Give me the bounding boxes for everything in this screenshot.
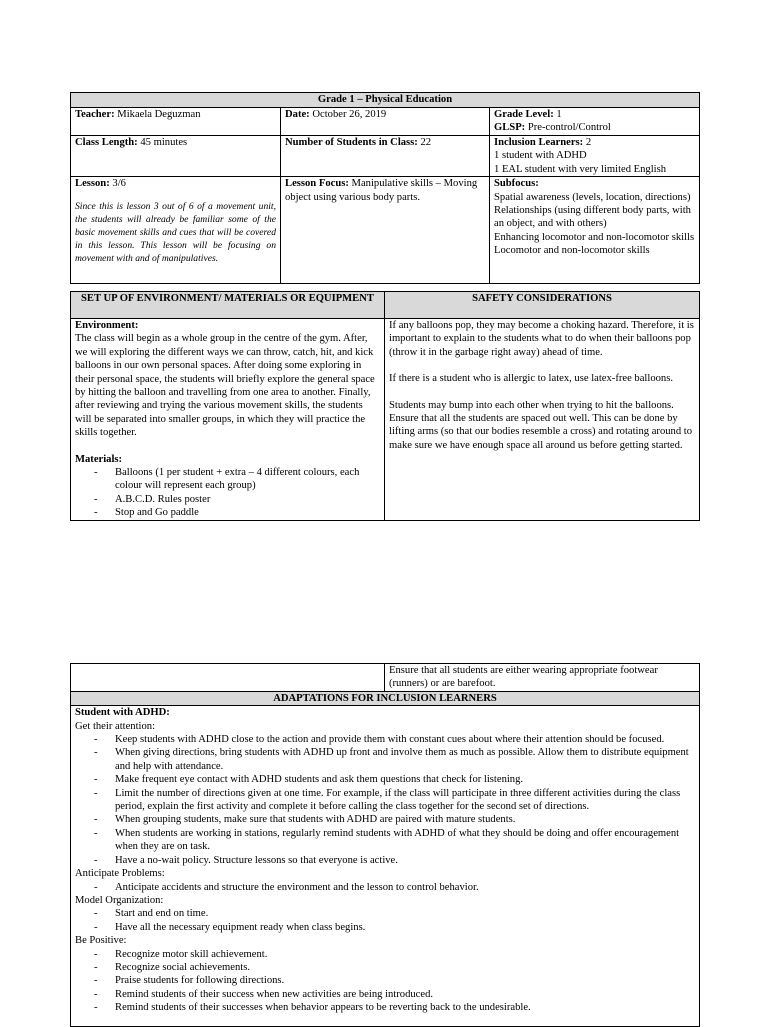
list-item: - Recognize motor skill achievement. (75, 948, 695, 961)
students-cell (281, 136, 490, 177)
lesson-cell (71, 177, 281, 284)
grade-label: Grade Level: (494, 109, 554, 120)
document-title: Grade 1 – Physical Education (71, 93, 700, 108)
anticipate-list (75, 881, 695, 894)
grade-value: 1 (556, 109, 562, 120)
list-item: - A.B.C.D. Rules poster (75, 493, 380, 506)
list-item: - Balloons (1 per student + extra – 4 different colours, each colour will represent each group) (75, 466, 380, 493)
inclusion-value: 2 (585, 137, 592, 148)
subfocus-item: Enhancing locomotor and non-locomotor skills (494, 231, 695, 243)
list-item: - When giving directions, bring students with ADHD up front and involve them as much as possible. Allow them to distribute equipment and help with attendance. (75, 746, 695, 773)
materials-label: Materials: (75, 453, 123, 465)
positive-label: Be Positive: (75, 935, 127, 947)
model-label: Model Organization: (75, 894, 164, 906)
model-list (75, 907, 695, 934)
list-item: - When grouping students, make sure that students with ADHD are paired with mature students. (75, 813, 695, 826)
inclusion-label: Inclusion Learners: (494, 137, 584, 148)
adaptations-table (70, 663, 700, 1027)
teacher-label: Teacher: (75, 109, 115, 120)
focus-value: Manipulative skills – Moving object using various body parts. (285, 178, 478, 203)
safety-paragraph: If there is a student who is allergic to latex, use latex-free balloons. (389, 373, 673, 385)
list-item: - Remind students of their successes when behavior appears to be reverting back to the undesirable. (75, 1001, 695, 1014)
class-length-label: Class Length: (75, 137, 138, 148)
environment-label: Environment: (75, 320, 139, 331)
safety-paragraph: Students may bump into each other when trying to hit the balloons. Ensure that all the students are spaced out well. This can be done by lifting arms (so that our bodies resemble a cross) and rotating around to make sure we have enough space all around us before getting started. (389, 399, 693, 451)
lesson-note: Since this is lesson 3 out of 6 of a movement unit, the students will already be familiar some of the basic movement skills and cues that will be covered in this lesson. This lesson will be focusing on movement with and of manipulatives. (75, 200, 276, 265)
lesson-info-table (70, 92, 700, 284)
inclusion-cell (490, 136, 700, 177)
list-item: - Anticipate accidents and structure the environment and the lesson to control behavior. (75, 881, 695, 894)
subfocus-cell (490, 177, 700, 284)
environment-cell (71, 319, 385, 521)
adhd-label: Student with ADHD: (75, 707, 170, 719)
anticipate-label: Anticipate Problems: (75, 868, 165, 880)
teacher-cell (71, 108, 281, 136)
safety-paragraph: If any balloons pop, they may become a choking hazard. Therefore, it is important to explain to the students what to do when their balloons pop (throw it in the garbage right away) ahead of time. (389, 320, 694, 358)
blank-cell (71, 664, 385, 692)
subfocus-item: Relationships (using different body parts, with an object, and with others) (494, 205, 691, 230)
subfocus-item: Locomotor and non-locomotor skills (494, 245, 650, 257)
setup-safety-table (70, 291, 700, 521)
list-item: - Keep students with ADHD close to the action and provide them with constant cues about where their attention should be focused. (75, 733, 695, 746)
subfocus-item: Spatial awareness (levels, location, directions) (494, 191, 691, 203)
list-item: - Have all the necessary equipment ready when class begins. (75, 921, 695, 934)
list-item: - Recognize social achievements. (75, 961, 695, 974)
setup-heading: SET UP OF ENVIRONMENT/ MATERIALS OR EQUIPMENT (71, 292, 385, 319)
list-item: - Have a no-wait policy. Structure lessons so that everyone is active. (75, 854, 695, 867)
list-item: - Praise students for following directions. (75, 974, 695, 987)
list-item: - When students are working in stations, regularly remind students with ADHD of what they should be doing and offer encouragement when they are on task. (75, 827, 695, 854)
teacher-value: Mikaela Deguzman (117, 109, 201, 120)
glsp-value: Pre-control/Control (527, 122, 611, 134)
list-item: - Start and end on time. (75, 907, 695, 920)
attention-label: Get their attention: (75, 720, 156, 732)
list-item: - Make frequent eye contact with ADHD students and ask them questions that check for listening. (75, 773, 695, 786)
date-label: Date: (285, 109, 310, 120)
inclusion-item: 1 EAL student with very limited English (494, 163, 667, 175)
safety-continued-cell: Ensure that all students are either wearing appropriate footwear (runners) or are barefoot. (385, 664, 700, 692)
subfocus-label: Subfocus: (494, 178, 539, 190)
lesson-value: 3/6 (112, 178, 126, 190)
list-item: - Stop and Go paddle (75, 506, 380, 519)
adaptations-heading: ADAPTATIONS FOR INCLUSION LEARNERS (71, 691, 700, 705)
date-value: October 26, 2019 (312, 109, 387, 120)
class-length-cell (71, 136, 281, 177)
lesson-label: Lesson: (75, 178, 110, 190)
grade-cell (490, 108, 700, 136)
positive-list (75, 948, 695, 1015)
class-length-value: 45 minutes (140, 137, 188, 148)
inclusion-item: 1 student with ADHD (494, 150, 587, 162)
attention-list (75, 733, 695, 867)
safety-heading: SAFETY CONSIDERATIONS (385, 292, 700, 319)
list-item: - Limit the number of directions given at one time. For example, if the class will participate in three different activities during the class period, explain the first activity and complete it before calling the class together for the second set of directions. (75, 787, 695, 814)
students-label: Number of Students in Class: (285, 137, 418, 148)
list-item: - Remind students of their success when new activities are being introduced. (75, 988, 695, 1001)
adaptations-cell (71, 706, 700, 1027)
focus-cell (281, 177, 490, 284)
glsp-label: GLSP: (494, 122, 526, 134)
date-cell (281, 108, 490, 136)
materials-list (75, 466, 380, 520)
students-value: 22 (420, 137, 432, 148)
environment-text: The class will begin as a whole group in the centre of the gym. After, we will exploring the different ways we can throw, catch, hit, and kick balloons in our own personal spaces. After doing some exploring in their personal space, the students will briefly explore the general space by hitting the balloon and travelling from one area to another. Finally, after reviewing and trying the various movement skills, the students will be separated into smaller groups, in which they will practice the skills together. (75, 333, 375, 439)
safety-cell (385, 319, 700, 521)
focus-label: Lesson Focus: (285, 178, 349, 190)
